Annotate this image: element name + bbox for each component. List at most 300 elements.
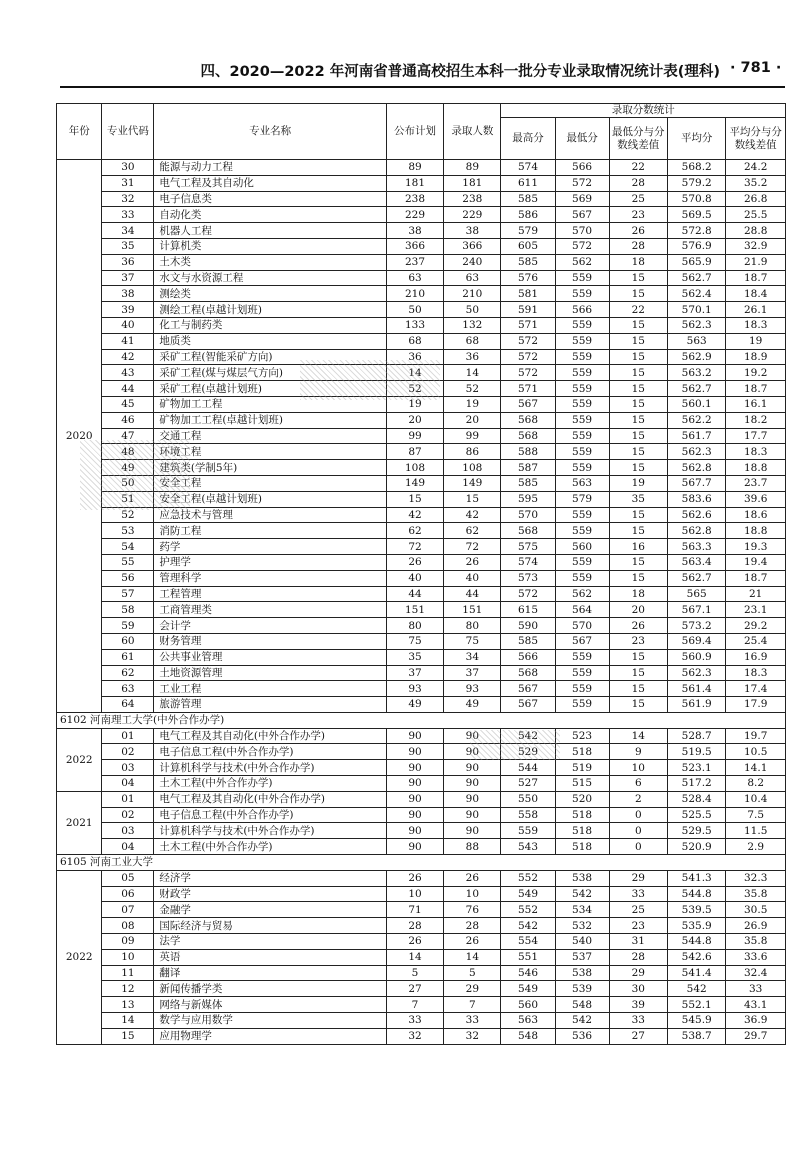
cell-avg-diff: 26.8 bbox=[726, 191, 786, 207]
cell-avg-diff: 18.3 bbox=[726, 444, 786, 460]
cell-plan: 72 bbox=[386, 539, 443, 555]
cell-name: 经济学 bbox=[154, 870, 387, 886]
cell-avg-diff: 23.7 bbox=[726, 475, 786, 491]
cell-avg-diff: 16.9 bbox=[726, 649, 786, 665]
cell-name: 法学 bbox=[154, 934, 387, 950]
cell-code: 13 bbox=[102, 997, 154, 1013]
cell-plan: 90 bbox=[386, 807, 443, 823]
cell-plan: 90 bbox=[386, 791, 443, 807]
table-row bbox=[57, 475, 786, 491]
cell-min: 564 bbox=[555, 602, 609, 618]
cell-avg-diff: 39.6 bbox=[726, 491, 786, 507]
cell-avg-diff: 14.1 bbox=[726, 760, 786, 776]
cell-code: 37 bbox=[102, 270, 154, 286]
table-row bbox=[57, 302, 786, 318]
cell-avg-diff: 18.8 bbox=[726, 460, 786, 476]
cell-min: 559 bbox=[555, 554, 609, 570]
cell-avg: 560.9 bbox=[668, 649, 726, 665]
cell-min: 538 bbox=[555, 965, 609, 981]
cell-avg: 525.5 bbox=[668, 807, 726, 823]
cell-avg: 568.2 bbox=[668, 160, 726, 176]
cell-name: 测绘工程(卓越计划班) bbox=[154, 302, 387, 318]
section-row bbox=[57, 712, 786, 728]
table-body bbox=[57, 160, 786, 1045]
cell-admitted: 90 bbox=[444, 776, 501, 792]
cell-avg-diff: 30.5 bbox=[726, 902, 786, 918]
cell-code: 64 bbox=[102, 697, 154, 713]
cell-min-diff: 15 bbox=[609, 697, 667, 713]
cell-admitted: 90 bbox=[444, 728, 501, 744]
cell-avg: 562.9 bbox=[668, 349, 726, 365]
cell-min: 559 bbox=[555, 570, 609, 586]
cell-min-diff: 15 bbox=[609, 317, 667, 333]
cell-code: 61 bbox=[102, 649, 154, 665]
cell-min-diff: 26 bbox=[609, 618, 667, 634]
cell-avg: 560.1 bbox=[668, 396, 726, 412]
cell-name: 建筑类(学制5年) bbox=[154, 460, 387, 476]
table-row bbox=[57, 460, 786, 476]
cell-plan: 63 bbox=[386, 270, 443, 286]
cell-plan: 99 bbox=[386, 428, 443, 444]
header-plan: 公布计划 bbox=[386, 104, 443, 160]
cell-min-diff: 23 bbox=[609, 207, 667, 223]
cell-avg: 563.3 bbox=[668, 539, 726, 555]
table-row bbox=[57, 981, 786, 997]
cell-code: 03 bbox=[102, 823, 154, 839]
cell-min: 567 bbox=[555, 633, 609, 649]
cell-name: 采矿工程(卓越计划班) bbox=[154, 381, 387, 397]
cell-admitted: 20 bbox=[444, 412, 501, 428]
cell-code: 03 bbox=[102, 760, 154, 776]
cell-min-diff: 31 bbox=[609, 934, 667, 950]
cell-min: 559 bbox=[555, 460, 609, 476]
cell-min: 570 bbox=[555, 223, 609, 239]
cell-avg-diff: 17.7 bbox=[726, 428, 786, 444]
cell-avg: 562.2 bbox=[668, 412, 726, 428]
cell-avg: 519.5 bbox=[668, 744, 726, 760]
cell-max: 549 bbox=[501, 886, 555, 902]
cell-code: 31 bbox=[102, 175, 154, 191]
cell-name: 交通工程 bbox=[154, 428, 387, 444]
cell-min-diff: 23 bbox=[609, 918, 667, 934]
cell-min: 518 bbox=[555, 807, 609, 823]
cell-min-diff: 30 bbox=[609, 981, 667, 997]
section-row bbox=[57, 855, 786, 871]
page-header-title: 四、2020—2022 年河南省普通高校招生本科一批分专业录取情况统计表(理科) bbox=[200, 64, 720, 80]
cell-avg-diff: 25.4 bbox=[726, 633, 786, 649]
cell-admitted: 37 bbox=[444, 665, 501, 681]
cell-max: 573 bbox=[501, 570, 555, 586]
cell-plan: 93 bbox=[386, 681, 443, 697]
cell-admitted: 36 bbox=[444, 349, 501, 365]
cell-name: 电子信息类 bbox=[154, 191, 387, 207]
cell-code: 10 bbox=[102, 949, 154, 965]
cell-plan: 151 bbox=[386, 602, 443, 618]
table-row bbox=[57, 349, 786, 365]
cell-max: 590 bbox=[501, 618, 555, 634]
cell-min: 559 bbox=[555, 681, 609, 697]
cell-name: 安全工程 bbox=[154, 475, 387, 491]
cell-min: 518 bbox=[555, 823, 609, 839]
header-avg-diff: 平均分与分数线差值 bbox=[726, 118, 786, 160]
cell-name: 矿物加工工程(卓越计划班) bbox=[154, 412, 387, 428]
cell-min: 559 bbox=[555, 317, 609, 333]
cell-name: 采矿工程(煤与煤层气方向) bbox=[154, 365, 387, 381]
cell-min: 542 bbox=[555, 886, 609, 902]
cell-max: 568 bbox=[501, 523, 555, 539]
cell-admitted: 52 bbox=[444, 381, 501, 397]
cell-avg-diff: 17.4 bbox=[726, 681, 786, 697]
table-row bbox=[57, 886, 786, 902]
cell-name: 工业工程 bbox=[154, 681, 387, 697]
header-rule bbox=[60, 86, 785, 88]
cell-admitted: 26 bbox=[444, 934, 501, 950]
cell-max: 550 bbox=[501, 791, 555, 807]
cell-plan: 19 bbox=[386, 396, 443, 412]
cell-name: 消防工程 bbox=[154, 523, 387, 539]
cell-min-diff: 23 bbox=[609, 633, 667, 649]
table-row bbox=[57, 317, 786, 333]
cell-avg: 517.2 bbox=[668, 776, 726, 792]
year-cell: 2022 bbox=[57, 728, 102, 791]
cell-min-diff: 15 bbox=[609, 507, 667, 523]
cell-name: 金融学 bbox=[154, 902, 387, 918]
cell-avg-diff: 8.2 bbox=[726, 776, 786, 792]
cell-min: 559 bbox=[555, 349, 609, 365]
cell-admitted: 14 bbox=[444, 365, 501, 381]
cell-name: 新闻传播学类 bbox=[154, 981, 387, 997]
cell-plan: 181 bbox=[386, 175, 443, 191]
cell-max: 588 bbox=[501, 444, 555, 460]
cell-avg-diff: 18.6 bbox=[726, 507, 786, 523]
cell-max: 549 bbox=[501, 981, 555, 997]
cell-plan: 7 bbox=[386, 997, 443, 1013]
cell-admitted: 63 bbox=[444, 270, 501, 286]
cell-max: 587 bbox=[501, 460, 555, 476]
cell-plan: 68 bbox=[386, 333, 443, 349]
cell-admitted: 86 bbox=[444, 444, 501, 460]
cell-min: 539 bbox=[555, 981, 609, 997]
cell-code: 40 bbox=[102, 317, 154, 333]
cell-min: 537 bbox=[555, 949, 609, 965]
cell-min-diff: 33 bbox=[609, 886, 667, 902]
cell-name: 数学与应用数学 bbox=[154, 1013, 387, 1029]
cell-avg-diff: 2.9 bbox=[726, 839, 786, 855]
table-row bbox=[57, 602, 786, 618]
cell-avg-diff: 18.2 bbox=[726, 412, 786, 428]
cell-plan: 133 bbox=[386, 317, 443, 333]
cell-code: 63 bbox=[102, 681, 154, 697]
cell-avg: 562.3 bbox=[668, 444, 726, 460]
cell-min: 559 bbox=[555, 270, 609, 286]
cell-min: 518 bbox=[555, 744, 609, 760]
table-row bbox=[57, 428, 786, 444]
cell-avg: 569.4 bbox=[668, 633, 726, 649]
cell-name: 测绘类 bbox=[154, 286, 387, 302]
cell-min: 566 bbox=[555, 302, 609, 318]
cell-min-diff: 14 bbox=[609, 728, 667, 744]
cell-name: 地质类 bbox=[154, 333, 387, 349]
cell-min: 559 bbox=[555, 396, 609, 412]
cell-avg: 538.7 bbox=[668, 1028, 726, 1044]
cell-code: 49 bbox=[102, 460, 154, 476]
table-row bbox=[57, 381, 786, 397]
cell-min: 559 bbox=[555, 523, 609, 539]
cell-admitted: 33 bbox=[444, 1013, 501, 1029]
cell-plan: 37 bbox=[386, 665, 443, 681]
cell-avg-diff: 16.1 bbox=[726, 396, 786, 412]
cell-plan: 89 bbox=[386, 160, 443, 176]
cell-code: 44 bbox=[102, 381, 154, 397]
cell-max: 542 bbox=[501, 918, 555, 934]
cell-min-diff: 27 bbox=[609, 1028, 667, 1044]
cell-code: 48 bbox=[102, 444, 154, 460]
table-row bbox=[57, 160, 786, 176]
cell-min-diff: 15 bbox=[609, 570, 667, 586]
cell-plan: 237 bbox=[386, 254, 443, 270]
cell-max: 568 bbox=[501, 428, 555, 444]
cell-name: 化工与制药类 bbox=[154, 317, 387, 333]
cell-avg: 583.6 bbox=[668, 491, 726, 507]
cell-min: 523 bbox=[555, 728, 609, 744]
cell-min-diff: 33 bbox=[609, 1013, 667, 1029]
cell-max: 567 bbox=[501, 681, 555, 697]
cell-plan: 33 bbox=[386, 1013, 443, 1029]
cell-code: 62 bbox=[102, 665, 154, 681]
cell-plan: 38 bbox=[386, 223, 443, 239]
cell-name: 自动化类 bbox=[154, 207, 387, 223]
cell-min-diff: 6 bbox=[609, 776, 667, 792]
cell-name: 电气工程及其自动化(中外合作办学) bbox=[154, 728, 387, 744]
cell-avg-diff: 19 bbox=[726, 333, 786, 349]
cell-max: 585 bbox=[501, 633, 555, 649]
table-row bbox=[57, 760, 786, 776]
cell-admitted: 28 bbox=[444, 918, 501, 934]
cell-min-diff: 0 bbox=[609, 839, 667, 855]
cell-min: 519 bbox=[555, 760, 609, 776]
cell-admitted: 10 bbox=[444, 886, 501, 902]
cell-name: 采矿工程(智能采矿方向) bbox=[154, 349, 387, 365]
cell-avg-diff: 35.2 bbox=[726, 175, 786, 191]
cell-avg-diff: 18.8 bbox=[726, 523, 786, 539]
cell-admitted: 88 bbox=[444, 839, 501, 855]
cell-avg: 569.5 bbox=[668, 207, 726, 223]
cell-code: 45 bbox=[102, 396, 154, 412]
table-row bbox=[57, 554, 786, 570]
cell-plan: 42 bbox=[386, 507, 443, 523]
cell-code: 39 bbox=[102, 302, 154, 318]
cell-min-diff: 15 bbox=[609, 412, 667, 428]
cell-plan: 80 bbox=[386, 618, 443, 634]
cell-min-diff: 28 bbox=[609, 175, 667, 191]
cell-avg: 539.5 bbox=[668, 902, 726, 918]
cell-max: 595 bbox=[501, 491, 555, 507]
cell-min-diff: 39 bbox=[609, 997, 667, 1013]
cell-name: 网络与新媒体 bbox=[154, 997, 387, 1013]
cell-max: 581 bbox=[501, 286, 555, 302]
cell-min: 563 bbox=[555, 475, 609, 491]
cell-admitted: 29 bbox=[444, 981, 501, 997]
cell-avg: 579.2 bbox=[668, 175, 726, 191]
cell-plan: 20 bbox=[386, 412, 443, 428]
cell-code: 04 bbox=[102, 776, 154, 792]
cell-name: 管理科学 bbox=[154, 570, 387, 586]
cell-avg-diff: 17.9 bbox=[726, 697, 786, 713]
cell-name: 电子信息工程(中外合作办学) bbox=[154, 807, 387, 823]
cell-avg: 570.1 bbox=[668, 302, 726, 318]
cell-max: 563 bbox=[501, 1013, 555, 1029]
cell-code: 59 bbox=[102, 618, 154, 634]
cell-min: 559 bbox=[555, 444, 609, 460]
cell-name: 水文与水资源工程 bbox=[154, 270, 387, 286]
section-label: 6105 河南工业大学 bbox=[57, 855, 786, 871]
table-row bbox=[57, 728, 786, 744]
cell-code: 57 bbox=[102, 586, 154, 602]
table-row bbox=[57, 633, 786, 649]
table-row bbox=[57, 238, 786, 254]
cell-max: 552 bbox=[501, 902, 555, 918]
cell-plan: 5 bbox=[386, 965, 443, 981]
cell-min: 560 bbox=[555, 539, 609, 555]
cell-min: 559 bbox=[555, 286, 609, 302]
cell-code: 09 bbox=[102, 934, 154, 950]
cell-code: 38 bbox=[102, 286, 154, 302]
table-row bbox=[57, 791, 786, 807]
cell-plan: 26 bbox=[386, 554, 443, 570]
cell-max: 572 bbox=[501, 349, 555, 365]
table-row bbox=[57, 618, 786, 634]
cell-avg: 541.4 bbox=[668, 965, 726, 981]
admission-statistics-table bbox=[56, 103, 786, 1045]
cell-plan: 26 bbox=[386, 934, 443, 950]
table-row bbox=[57, 649, 786, 665]
cell-code: 43 bbox=[102, 365, 154, 381]
cell-min-diff: 15 bbox=[609, 270, 667, 286]
cell-max: 572 bbox=[501, 365, 555, 381]
cell-admitted: 32 bbox=[444, 1028, 501, 1044]
year-cell: 2021 bbox=[57, 791, 102, 854]
cell-plan: 49 bbox=[386, 697, 443, 713]
cell-avg-diff: 19.7 bbox=[726, 728, 786, 744]
cell-avg-diff: 18.7 bbox=[726, 270, 786, 286]
table-row bbox=[57, 839, 786, 855]
cell-admitted: 90 bbox=[444, 744, 501, 760]
cell-plan: 90 bbox=[386, 760, 443, 776]
cell-avg: 562.7 bbox=[668, 570, 726, 586]
cell-code: 14 bbox=[102, 1013, 154, 1029]
cell-code: 51 bbox=[102, 491, 154, 507]
cell-name: 土地资源管理 bbox=[154, 665, 387, 681]
cell-admitted: 99 bbox=[444, 428, 501, 444]
cell-avg-diff: 18.7 bbox=[726, 381, 786, 397]
section-label: 6102 河南理工大学(中外合作办学) bbox=[57, 712, 786, 728]
cell-min-diff: 18 bbox=[609, 586, 667, 602]
cell-name: 翻译 bbox=[154, 965, 387, 981]
cell-max: 567 bbox=[501, 396, 555, 412]
table-row bbox=[57, 365, 786, 381]
header-avg: 平均分 bbox=[668, 118, 726, 160]
cell-avg: 552.1 bbox=[668, 997, 726, 1013]
table-row bbox=[57, 539, 786, 555]
cell-avg-diff: 23.1 bbox=[726, 602, 786, 618]
cell-admitted: 89 bbox=[444, 160, 501, 176]
cell-admitted: 366 bbox=[444, 238, 501, 254]
table-row bbox=[57, 523, 786, 539]
cell-min: 572 bbox=[555, 175, 609, 191]
cell-admitted: 238 bbox=[444, 191, 501, 207]
cell-max: 574 bbox=[501, 554, 555, 570]
cell-admitted: 90 bbox=[444, 823, 501, 839]
table-row bbox=[57, 949, 786, 965]
cell-code: 30 bbox=[102, 160, 154, 176]
cell-code: 50 bbox=[102, 475, 154, 491]
cell-code: 12 bbox=[102, 981, 154, 997]
cell-avg-diff: 28.8 bbox=[726, 223, 786, 239]
cell-min: 548 bbox=[555, 997, 609, 1013]
cell-min-diff: 25 bbox=[609, 191, 667, 207]
cell-max: 572 bbox=[501, 333, 555, 349]
cell-max: 574 bbox=[501, 160, 555, 176]
table-row bbox=[57, 444, 786, 460]
cell-max: 571 bbox=[501, 317, 555, 333]
cell-min: 570 bbox=[555, 618, 609, 634]
cell-min: 559 bbox=[555, 507, 609, 523]
cell-min-diff: 35 bbox=[609, 491, 667, 507]
cell-plan: 149 bbox=[386, 475, 443, 491]
table-row bbox=[57, 934, 786, 950]
cell-plan: 40 bbox=[386, 570, 443, 586]
cell-min-diff: 16 bbox=[609, 539, 667, 555]
cell-avg-diff: 24.2 bbox=[726, 160, 786, 176]
cell-admitted: 90 bbox=[444, 807, 501, 823]
cell-code: 34 bbox=[102, 223, 154, 239]
table-row bbox=[57, 918, 786, 934]
cell-min-diff: 22 bbox=[609, 302, 667, 318]
cell-code: 02 bbox=[102, 744, 154, 760]
table-row bbox=[57, 776, 786, 792]
cell-code: 33 bbox=[102, 207, 154, 223]
cell-name: 应用物理学 bbox=[154, 1028, 387, 1044]
cell-avg: 562.3 bbox=[668, 317, 726, 333]
cell-min: 579 bbox=[555, 491, 609, 507]
cell-min: 542 bbox=[555, 1013, 609, 1029]
cell-min: 559 bbox=[555, 428, 609, 444]
cell-admitted: 68 bbox=[444, 333, 501, 349]
table-row bbox=[57, 207, 786, 223]
cell-min: 559 bbox=[555, 365, 609, 381]
cell-plan: 52 bbox=[386, 381, 443, 397]
cell-avg: 545.9 bbox=[668, 1013, 726, 1029]
cell-admitted: 44 bbox=[444, 586, 501, 602]
cell-min-diff: 18 bbox=[609, 254, 667, 270]
cell-plan: 15 bbox=[386, 491, 443, 507]
cell-min-diff: 28 bbox=[609, 238, 667, 254]
cell-max: 559 bbox=[501, 823, 555, 839]
cell-max: 586 bbox=[501, 207, 555, 223]
header-scores-group: 录取分数统计 bbox=[501, 104, 786, 118]
cell-avg: 561.7 bbox=[668, 428, 726, 444]
cell-min: 538 bbox=[555, 870, 609, 886]
cell-avg-diff: 26.1 bbox=[726, 302, 786, 318]
cell-admitted: 75 bbox=[444, 633, 501, 649]
cell-min-diff: 2 bbox=[609, 791, 667, 807]
cell-plan: 87 bbox=[386, 444, 443, 460]
cell-avg: 563.2 bbox=[668, 365, 726, 381]
table-row bbox=[57, 254, 786, 270]
cell-plan: 366 bbox=[386, 238, 443, 254]
cell-avg: 563.4 bbox=[668, 554, 726, 570]
cell-avg-diff: 33.6 bbox=[726, 949, 786, 965]
